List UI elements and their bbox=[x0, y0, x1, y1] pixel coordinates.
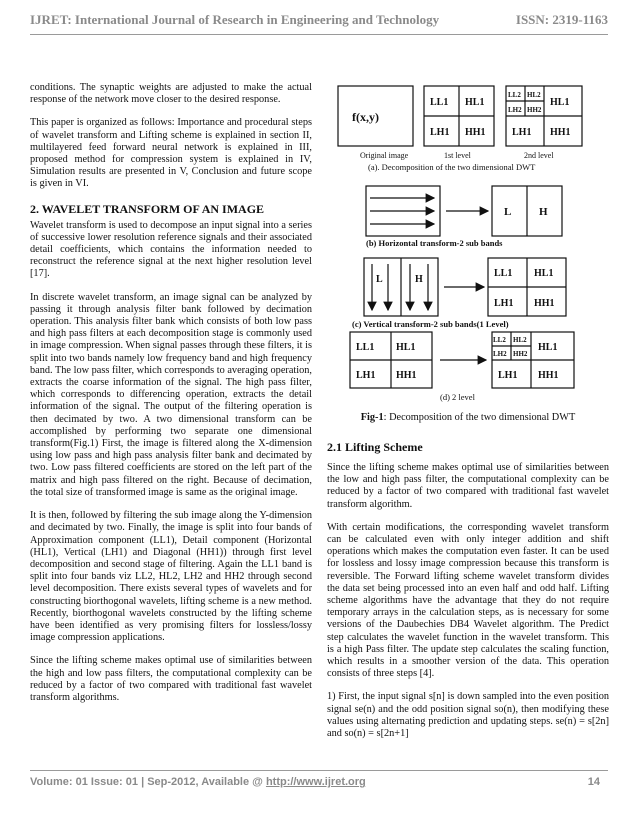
svg-text:HL1: HL1 bbox=[550, 97, 570, 108]
figure-caption-text: : Decomposition of the two dimensional DWT bbox=[383, 412, 576, 423]
svg-text:LL1: LL1 bbox=[494, 268, 513, 279]
svg-text:LH2: LH2 bbox=[493, 350, 507, 358]
footer-rule bbox=[30, 770, 608, 771]
paragraph: In discrete wavelet transform, an image signal can be analyzed by passing it through analysis filter bank followed by decimation operation. This analysis filter bank which consists of both low pass and high pass filters at each decomposition stage is commonly used in image compression. When signal passes through these filters, it is split into two bands namely low frequency band and high frequency band. The low pass filter, which corresponds to averaging operation, extracts the coarse information of the signal. The high pass filter, which corresponds to differencing operation, extracts the detail information of the signal. The output of the filtering operation is then decimated by two. A two dimensional transform can be accomplished by performing two separate one dimensional transform(Fig.1) First, the image is filtered along the X-dimension using low pass and high pass analysis filter bank and decimated by two. Low pass filtered coefficients are stored on the left part of the matrix and high pass filtered on the right. Because of decimation, the total size of transformed image is same as the original image. bbox=[30, 291, 312, 498]
paragraph: 1) First, the input signal s[n] is down sampled into the even position signal se(n) and the odd position signal so(n), then modifying these values using alternating prediction and updating steps. se(n) = s[2n] and so(n) = s[2n+1] bbox=[327, 691, 609, 740]
caption-d: (d) 2 level bbox=[440, 392, 475, 402]
svg-text:HH1: HH1 bbox=[465, 127, 486, 138]
header-rule bbox=[30, 34, 608, 35]
journal-header: IJRET: International Journal of Research in Engineering and Technology bbox=[30, 12, 440, 27]
subsection-heading: 2.1 Lifting Scheme bbox=[327, 440, 423, 454]
caption-b: (b) Horizontal transform-2 sub bands bbox=[366, 238, 503, 248]
svg-text:L: L bbox=[504, 206, 512, 218]
svg-text:LL2: LL2 bbox=[493, 336, 506, 344]
page-number: 14 bbox=[587, 776, 600, 788]
svg-text:LH1: LH1 bbox=[494, 298, 514, 309]
footer-text: Volume: 01 Issue: 01 | Sep-2012, Available @ bbox=[30, 776, 266, 788]
issn-header: ISSN: 2319-1163 bbox=[515, 12, 608, 27]
left-column bbox=[30, 82, 312, 715]
svg-text:LH1: LH1 bbox=[498, 370, 518, 381]
journal-link[interactable]: http://www.ijret.org bbox=[265, 776, 366, 788]
svg-text:LH2: LH2 bbox=[508, 106, 522, 114]
paragraph: Since the lifting scheme makes optimal use of similarities between the low and high pass filter, the computational complexity can be reduced by a factor of two compared with traditional fast wavelet transform algorithm. bbox=[327, 462, 609, 510]
svg-text:LH1: LH1 bbox=[430, 127, 450, 138]
figure-caption bbox=[327, 412, 609, 423]
paragraph: It is then, followed by filtering the sub image along the Y-dimension and decimated by two. Finally, the image is split into four bands of Approximation component (LL1), Detail component (Horizontal (HL1), Vertical (LH1) and Diagonal (HH1)) through first level decomposition and second stage of filtering. Again the LL1 band is split into four bands viz LL2, HL2, LH2 and HH2 through second level decomposition. There exists several types of wavelets and for constructing biorthogonal wavelets, lifting scheme is a new method. Recently, biorthogonal wavelets constructed by the lifting scheme have been identified as very promising filters for lossless/lossy image compression applications. bbox=[30, 510, 312, 644]
svg-text:LL2: LL2 bbox=[508, 91, 521, 99]
paragraph: Since the lifting scheme makes optimal use of similarities between the high and low pass filters, the computational complexity can be reduced by a factor of two compared with traditional fast wavelet transform algorithms. bbox=[30, 655, 312, 703]
caption-a: (a). Decomposition of the two dimensional DWT bbox=[368, 162, 536, 172]
level1-label: 1st level bbox=[444, 151, 471, 160]
svg-text:HL1: HL1 bbox=[534, 268, 554, 279]
svg-text:L: L bbox=[376, 274, 383, 285]
figure-caption-label: Fig-1 bbox=[360, 412, 384, 423]
footer-volume bbox=[30, 776, 366, 788]
svg-text:HL2: HL2 bbox=[513, 336, 527, 344]
svg-text:H: H bbox=[539, 206, 548, 218]
level2-label: 2nd level bbox=[524, 151, 554, 160]
svg-text:LH1: LH1 bbox=[356, 370, 376, 381]
paragraph: Wavelet transform is used to decompose an input signal into a series of successive lower resolution reference signals and their associated detail coefficients, which contains the information needed to reconstruct the reference signal at the next higher resolution level [17]. bbox=[30, 219, 312, 280]
original-image-label: Original image bbox=[360, 151, 409, 160]
section-heading: 2. WAVELET TRANSFORM OF AN IMAGE bbox=[30, 201, 265, 216]
fxy-label: f(x,y) bbox=[352, 110, 379, 124]
svg-text:HL1: HL1 bbox=[538, 342, 558, 353]
svg-text:H: H bbox=[415, 274, 423, 285]
svg-text:HH1: HH1 bbox=[396, 370, 417, 381]
svg-text:LH1: LH1 bbox=[512, 127, 532, 138]
paragraph: This paper is organized as follows: Importance and procedural steps of wavelet transform and Lifting scheme is explained in section II, multilayered feed forward neural network is explained in III, proposed method for compression system is explained in IV, Simulation results are presented in V, Conclusion and future scope is given in VI. bbox=[30, 117, 312, 190]
svg-text:HH2: HH2 bbox=[513, 350, 528, 358]
dwt-figure bbox=[326, 78, 616, 408]
svg-text:HH1: HH1 bbox=[538, 370, 559, 381]
svg-text:HH1: HH1 bbox=[534, 298, 555, 309]
caption-c: (c) Vertical transform-2 sub bands(1 Level) bbox=[352, 319, 509, 329]
svg-text:HL2: HL2 bbox=[527, 91, 541, 99]
svg-text:LL1: LL1 bbox=[356, 342, 375, 353]
svg-text:HL1: HL1 bbox=[465, 97, 485, 108]
paragraph: conditions. The synaptic weights are adjusted to make the actual response of the network move closer to the desired response. bbox=[30, 82, 312, 106]
svg-text:LL1: LL1 bbox=[430, 97, 449, 108]
right-column bbox=[327, 440, 609, 751]
svg-text:HH2: HH2 bbox=[527, 106, 542, 114]
svg-text:HH1: HH1 bbox=[550, 127, 571, 138]
paragraph: With certain modifications, the corresponding wavelet transform can be calculated even with only integer addition and shift operations which makes the computation even faster. It can be used for lossless and lossy image compression because this transform is reversible. The Forward lifting scheme wavelet transform divides the data set being processed into an even half and odd half. Lifting scheme algorithms have the advantage that they do not require temporary arrays in the calculation steps, as is necessary for some versions of the Daubechies DB4 Wavelet algorithm. The Predict step calculates the wavelet function in the wavelet transform. This is a high Pass filter. The update step calculates the scaling function, which results in a smoother version of the data. This operation consists of three steps [4]. bbox=[327, 521, 609, 680]
svg-text:HL1: HL1 bbox=[396, 342, 416, 353]
